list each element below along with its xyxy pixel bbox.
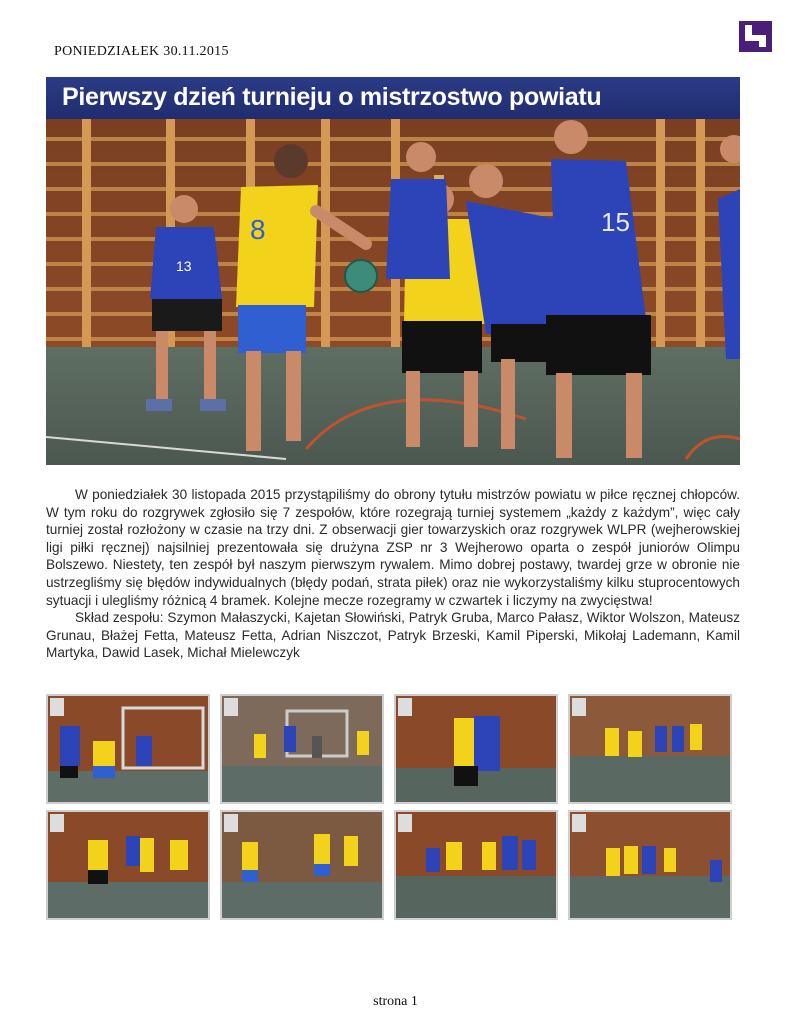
svg-text:13: 13 bbox=[176, 258, 192, 274]
article-body bbox=[46, 486, 740, 662]
gallery-photo bbox=[220, 694, 384, 804]
page-number: strona 1 bbox=[373, 994, 418, 1009]
gallery-photo bbox=[568, 810, 732, 920]
gallery-photo bbox=[46, 810, 210, 920]
gallery-photo bbox=[568, 694, 732, 804]
article-paragraph: W poniedziałek 30 listopada 2015 przystąpiliśmy do obrony tytułu mistrzów powiatu w piłce ręcznej chłopców. W tym roku do rozgrywek zgłosiło się 7 zespołów, które rozegrają turniej systemem „każdy z każdym”, więc cały turniej został rozłożony w czasie na trzy dni. Z obserwacji gier towarzyskich oraz rozgrywek WLPR (wejherowskiej ligi piłki ręcznej) najsilniej prezentowała się drużyna ZSP nr 3 Wejherowo oparta o zespół juniorów Olimpu Bolszewo. Niestety, ten zespół był naszym pierwszym rywalem. Mimo dobrej postawy, twardej grze w obronie nie ustrzegliśmy się błędów indywidualnych (błędy podań, strata piłek) oraz nie wykorzystaliśmy kilku stuprocentowych sytuacji i ulegliśmy różnicą 4 bramek. Kolejne mecze rozegramy w czwartek i liczymy na zwycięstwa! bbox=[46, 487, 740, 608]
article-title: Pierwszy dzień turnieju o mistrzostwo powiatu bbox=[62, 83, 602, 111]
gallery-photo bbox=[394, 810, 558, 920]
photo-gallery bbox=[46, 694, 740, 930]
page-date: PONIEDZIAŁEK 30.11.2015 bbox=[54, 44, 229, 59]
team-roster-paragraph: Skład zespołu: Szymon Małaszycki, Kajetan Słowiński, Patryk Gruba, Marco Pałasz, Wiktor Wolszon, Mateusz Grunau, Błażej Fetta, Mateusz Fetta, Adrian Niszczot, Patryk Brzeski, Kamil Piperski, Mikołaj Lademann, Kamil Martyka, Dawid Lasek, Michał Mielewczyk bbox=[46, 610, 740, 661]
gallery-photo bbox=[220, 810, 384, 920]
svg-text:8: 8 bbox=[250, 214, 266, 245]
article-title-banner bbox=[46, 77, 740, 119]
svg-text:15: 15 bbox=[601, 207, 630, 237]
gallery-photo bbox=[394, 694, 558, 804]
gallery-photo bbox=[46, 694, 210, 804]
hero-photo bbox=[46, 119, 740, 465]
school-logo-icon bbox=[739, 21, 772, 52]
